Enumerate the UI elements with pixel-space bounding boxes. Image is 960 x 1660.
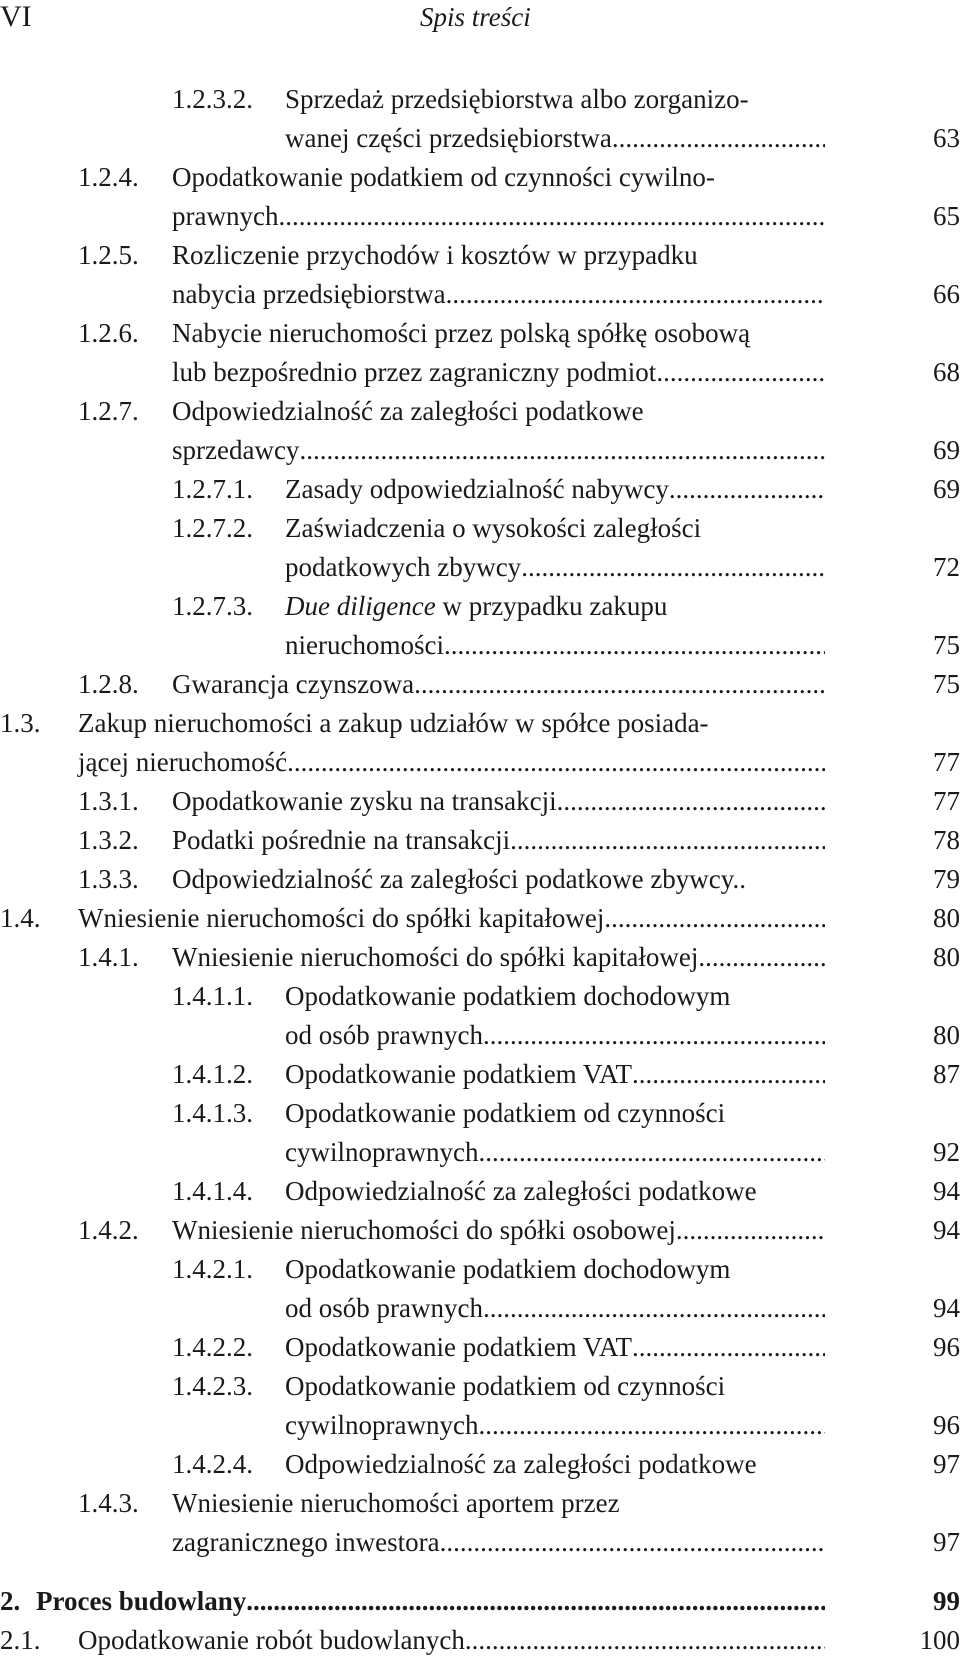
toc-title: Opodatkowanie podatkiem dochodowym: [285, 981, 731, 1011]
toc-line: [0, 314, 960, 353]
toc-entry: [0, 470, 960, 509]
toc-title-text: od osób prawnych: [285, 1293, 483, 1323]
toc-title: [285, 119, 825, 158]
toc-page-number: 68: [933, 357, 960, 387]
toc-line: [0, 1094, 960, 1133]
toc-number: 2.: [0, 1586, 21, 1616]
toc-entry: [0, 1621, 960, 1660]
dot-leader: [278, 197, 825, 236]
toc-title-text: Wniesienie nieruchomości do spółki kapitałowej: [172, 942, 699, 972]
toc-title-text: podatkowych zbywcy: [285, 552, 522, 582]
toc-title: [285, 626, 825, 665]
toc-number: 1.3.: [0, 708, 41, 738]
toc-number: 1.3.3.: [78, 864, 139, 894]
toc-number: 1.3.2.: [78, 825, 139, 855]
toc-title: Odpowiedzialność za zaległości podatkowe zbywcy..: [172, 864, 747, 894]
toc-title-text: Wniesienie nieruchomości do spółki osobowej: [172, 1215, 676, 1245]
toc-title-text: Proces budowlany: [36, 1586, 247, 1616]
toc-title-text: Podatki pośrednie na transakcji: [172, 825, 511, 855]
toc-line: [0, 509, 960, 548]
toc-line: [0, 587, 960, 626]
dot-leader: [440, 1523, 825, 1562]
toc-line: [0, 236, 960, 275]
toc-entry: [0, 236, 960, 314]
toc-page-number: 69: [933, 435, 960, 465]
toc-title: [172, 665, 825, 704]
toc-line: [0, 1289, 960, 1328]
toc-title: Zaświadczenia o wysokości zaległości: [285, 513, 702, 543]
toc-page-number: 65: [933, 201, 960, 231]
toc-number: 1.2.7.2.: [172, 513, 253, 543]
toc-line: [0, 1133, 960, 1172]
toc-entry: [0, 977, 960, 1055]
toc-entry: [0, 1582, 960, 1621]
italic-term: Due diligence: [285, 591, 436, 621]
toc-title: [285, 1289, 825, 1328]
toc-title-text: wanej części przedsiębiorstwa: [285, 123, 612, 153]
dot-leader: [510, 821, 825, 860]
toc-number: 1.4.1.4.: [172, 1176, 253, 1206]
table-of-contents: [0, 80, 960, 1660]
toc-entry: [0, 1445, 960, 1484]
toc-title-text: zagranicznego inwestora: [172, 1527, 440, 1557]
toc-entry: [0, 509, 960, 587]
toc-line: [0, 1484, 960, 1523]
dot-leader: [557, 782, 825, 821]
toc-entry: [0, 158, 960, 236]
toc-page-number: 96: [933, 1410, 960, 1440]
toc-page-number: 97: [933, 1527, 960, 1557]
toc-entry: [0, 1484, 960, 1562]
toc-line: [0, 158, 960, 197]
toc-number: 1.4.3.: [78, 1488, 139, 1518]
toc-title: Zakup nieruchomości a zakup udziałów w spółce posiada-: [78, 708, 709, 738]
toc-line: [0, 1211, 960, 1250]
toc-title: Rozliczenie przychodów i kosztów w przypadku: [172, 240, 698, 270]
toc-title: Opodatkowanie podatkiem od czynności: [285, 1098, 726, 1128]
dot-leader: [299, 431, 825, 470]
toc-line: [0, 821, 960, 860]
toc-number: 1.2.5.: [78, 240, 139, 270]
toc-line: [0, 1172, 960, 1211]
toc-title: Opodatkowanie podatkiem od czynności: [285, 1371, 726, 1401]
toc-title: [172, 1523, 825, 1562]
dot-leader: [483, 1289, 825, 1328]
toc-page-number: 77: [933, 747, 960, 777]
toc-number: 1.4.1.3.: [172, 1098, 253, 1128]
dot-leader: [656, 353, 825, 392]
toc-entry: [0, 80, 960, 158]
toc-line: [0, 743, 960, 782]
toc-line: [0, 1250, 960, 1289]
toc-number: 1.4.2.: [78, 1215, 139, 1245]
toc-title: Opodatkowanie podatkiem dochodowym: [285, 1254, 731, 1284]
dot-leader: [246, 1582, 825, 1621]
toc-number: 2.1.: [0, 1625, 41, 1655]
toc-title: [36, 1582, 825, 1621]
toc-entry: [0, 704, 960, 782]
toc-entry: [0, 860, 960, 899]
toc-line: [0, 80, 960, 119]
toc-page-number: 87: [933, 1059, 960, 1089]
dot-leader: [604, 899, 825, 938]
toc-line: [0, 1406, 960, 1445]
toc-line: [0, 275, 960, 314]
toc-page-number: 100: [919, 1625, 960, 1655]
toc-line: [0, 353, 960, 392]
toc-title-text: Opodatkowanie podatkiem VAT: [285, 1332, 632, 1362]
dot-leader: [521, 548, 825, 587]
toc-entry: [0, 1211, 960, 1250]
toc-title: [172, 275, 825, 314]
toc-page-number: 69: [933, 474, 960, 504]
toc-line: [0, 1523, 960, 1562]
dot-leader: [632, 1328, 825, 1367]
dot-leader: [444, 626, 825, 665]
toc-title-text: prawnych: [172, 201, 279, 231]
toc-line: [0, 1328, 960, 1367]
toc-number: 1.4.2.4.: [172, 1449, 253, 1479]
dot-leader: [287, 743, 825, 782]
toc-page-number: 77: [933, 786, 960, 816]
toc-page-number: 96: [933, 1332, 960, 1362]
toc-title-text: Opodatkowanie podatkiem VAT: [285, 1059, 632, 1089]
toc-title: [78, 743, 825, 782]
dot-leader: [478, 1406, 825, 1445]
toc-number: 1.4.: [0, 903, 41, 933]
page-number: VI: [0, 0, 32, 33]
toc-line: [0, 1445, 960, 1484]
toc-entry: [0, 665, 960, 704]
toc-page-number: 80: [933, 942, 960, 972]
toc-page-number: 80: [933, 903, 960, 933]
toc-title-text: jącej nieruchomość: [78, 747, 288, 777]
toc-page-number: 79: [933, 864, 960, 894]
toc-number: 1.4.1.2.: [172, 1059, 253, 1089]
toc-title: [172, 782, 825, 821]
toc-number: 1.4.1.1.: [172, 981, 253, 1011]
toc-title: Odpowiedzialność za zaległości podatkowe: [285, 1176, 757, 1206]
toc-title-text: Opodatkowanie robót budowlanych: [78, 1625, 465, 1655]
toc-number: 1.2.3.2.: [172, 84, 253, 114]
toc-number: 1.2.8.: [78, 669, 139, 699]
toc-line: [0, 860, 960, 899]
toc-line: [0, 392, 960, 431]
toc-number: 1.4.2.1.: [172, 1254, 253, 1284]
dot-leader: [676, 1211, 825, 1250]
toc-entry: [0, 1055, 960, 1094]
dot-leader: [483, 1016, 825, 1055]
toc-entry: [0, 587, 960, 665]
toc-line: [0, 548, 960, 587]
toc-title-text: cywilnoprawnych: [285, 1410, 479, 1440]
toc-entry: [0, 314, 960, 392]
toc-title-text: cywilnoprawnych: [285, 1137, 479, 1167]
toc-entry: [0, 1094, 960, 1172]
dot-leader: [414, 665, 825, 704]
toc-title: [172, 197, 825, 236]
toc-entry: [0, 1367, 960, 1445]
toc-title: [285, 1406, 825, 1445]
toc-page-number: 72: [933, 552, 960, 582]
toc-title: Opodatkowanie podatkiem od czynności cywilno-: [172, 162, 715, 192]
toc-line: [0, 1367, 960, 1406]
toc-entry: [0, 938, 960, 977]
toc-number: 1.2.6.: [78, 318, 139, 348]
dot-leader: [478, 1133, 825, 1172]
toc-line: [0, 1055, 960, 1094]
toc-page-number: 94: [933, 1176, 960, 1206]
toc-entry: [0, 392, 960, 470]
toc-line: [0, 1621, 960, 1660]
section-gap: [0, 1562, 960, 1582]
toc-title: [172, 431, 825, 470]
toc-title: [78, 899, 825, 938]
toc-title: [285, 1133, 825, 1172]
toc-title: [172, 938, 825, 977]
toc-entry: [0, 899, 960, 938]
dot-leader: [669, 470, 825, 509]
toc-number: 1.2.7.: [78, 396, 139, 426]
toc-title: [172, 821, 825, 860]
toc-title-text: od osób prawnych: [285, 1020, 483, 1050]
toc-number: 1.4.2.3.: [172, 1371, 253, 1401]
dot-leader: [465, 1621, 825, 1660]
toc-title-text: Opodatkowanie zysku na transakcji: [172, 786, 557, 816]
toc-title-text: nabycia przedsiębiorstwa: [172, 279, 446, 309]
toc-line: [0, 977, 960, 1016]
toc-line: [0, 1016, 960, 1055]
toc-title: Odpowiedzialność za zaległości podatkowe: [285, 1449, 757, 1479]
toc-title: [285, 470, 825, 509]
toc-line: [0, 1582, 960, 1621]
toc-number: 1.4.2.2.: [172, 1332, 253, 1362]
toc-title: [172, 1211, 825, 1250]
toc-title: [285, 1055, 825, 1094]
toc-page-number: 75: [933, 669, 960, 699]
toc-line: [0, 470, 960, 509]
toc-entry: [0, 1172, 960, 1211]
dot-leader: [632, 1055, 825, 1094]
dot-leader: [612, 119, 825, 158]
toc-page-number: 94: [933, 1215, 960, 1245]
toc-line: [0, 431, 960, 470]
toc-page-number: 94: [933, 1293, 960, 1323]
page-header: [0, 0, 960, 50]
toc-title-text: lub bezpośrednio przez zagraniczny podmiot: [172, 357, 657, 387]
toc-entry: [0, 1250, 960, 1328]
toc-page-number: 97: [933, 1449, 960, 1479]
toc-title: Sprzedaż przedsiębiorstwa albo zorganizo-: [285, 84, 749, 114]
toc-line: [0, 704, 960, 743]
toc-number: 1.2.7.1.: [172, 474, 253, 504]
toc-page-number: 80: [933, 1020, 960, 1050]
toc-title-text: sprzedawcy: [172, 435, 300, 465]
toc-entry: [0, 1328, 960, 1367]
toc-page-number: 78: [933, 825, 960, 855]
toc-title: Wniesienie nieruchomości aportem przez: [172, 1488, 620, 1518]
toc-title: [172, 353, 825, 392]
toc-line: [0, 938, 960, 977]
toc-page-number: 63: [933, 123, 960, 153]
toc-number: 1.2.7.3.: [172, 591, 253, 621]
toc-line: [0, 665, 960, 704]
toc-title-text: Zasady odpowiedzialność nabywcy: [285, 474, 669, 504]
toc-title-text: Wniesienie nieruchomości do spółki kapitałowej: [78, 903, 605, 933]
toc-entry: [0, 821, 960, 860]
toc-number: 1.3.1.: [78, 786, 139, 816]
toc-title: [78, 1621, 825, 1660]
toc-line: [0, 197, 960, 236]
toc-line: [0, 899, 960, 938]
running-title: Spis treści: [420, 2, 531, 32]
dot-leader: [446, 275, 825, 314]
toc-line: [0, 782, 960, 821]
toc-page-number: 99: [933, 1586, 960, 1616]
toc-title: Due diligence w przypadku zakupu: [285, 591, 668, 621]
toc-page-number: 66: [933, 279, 960, 309]
toc-number: 1.2.4.: [78, 162, 139, 192]
toc-page-number: 92: [933, 1137, 960, 1167]
toc-title: Odpowiedzialność za zaległości podatkowe: [172, 396, 644, 426]
toc-title-text: nieruchomości: [285, 630, 444, 660]
toc-line: [0, 626, 960, 665]
toc-title: [285, 1016, 825, 1055]
toc-entry: [0, 782, 960, 821]
toc-title: [285, 548, 825, 587]
toc-page-number: 75: [933, 630, 960, 660]
dot-leader: [698, 938, 825, 977]
toc-title-text: Gwarancja czynszowa: [172, 669, 415, 699]
toc-title: [285, 1328, 825, 1367]
toc-line: [0, 119, 960, 158]
toc-title: Nabycie nieruchomości przez polską spółkę osobową: [172, 318, 751, 348]
toc-number: 1.4.1.: [78, 942, 139, 972]
